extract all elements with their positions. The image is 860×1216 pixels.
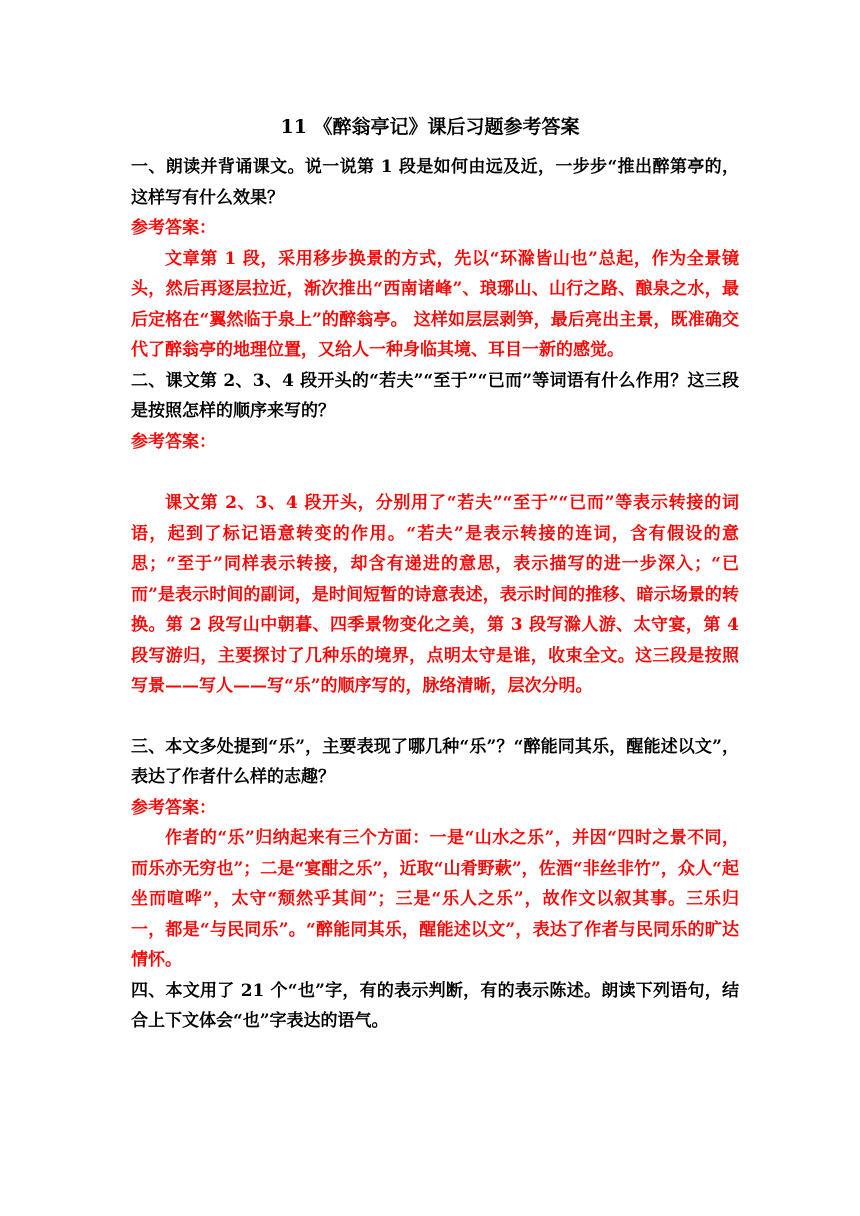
question-1: 一、朗读并背诵课文。说一说第 1 段是如何由远及近，一步步“推出醉第亭的，这样写有什么效果？ — [131, 157, 739, 208]
answer-3: 作者的“乐”归纳起来有三个方面：一是“山水之乐”，并因“四时之景不同，而乐亦无穷也”；二是“宴酣之乐”，近取“山肴野蔌”，佐酒“非丝非竹”，众人“起坐而喧哗”，太守“颓然乎其间”；三是“乐人之乐”，故作文以叙其事。三乐归一，都是“与民同乐”。“醉能同其乐，醒能述以文”，表达了作者与民同乐的旷达情怀。 — [131, 828, 739, 970]
reference-answer-label-3: 参考答案： — [131, 797, 216, 818]
question-2: 二、课文第 2、3、4 段开头的“若夫”“至于”“已而”等词语有什么作用？这三段是按照怎样的顺序来写的？ — [131, 370, 739, 421]
answer-1: 文章第 1 段，采用移步换景的方式，先以“环滁皆山也”总起，作为全景镜头，然后再逐层拉近，渐次推出“西南诸峰”、琅琊山、山行之路、酿泉之水，最后定格在“翼然临于泉上”的醉翁亭。 这样如层层剥笋，最后亮出主景，既准确交代了醉翁亭的地理位置，又给人一种身临其境、耳目一新的感觉。 — [131, 248, 739, 360]
question-3: 三、本文多处提到“乐”，主要表现了哪几种“乐”？“醉能同其乐，醒能述以文”，表达了作者什么样的志趣？ — [131, 736, 739, 787]
document-title: 11 《醉翁亭记》课后习题参考答案 — [280, 116, 580, 138]
document-body — [131, 152, 739, 1037]
reference-answer-label-1: 参考答案： — [131, 218, 216, 238]
answer-2: 课文第 2、3、4 段开头，分别用了“若夫”“至于”“已而”等表示转接的词语，起到了标记语意转变的作用。“若夫”是表示转接的连词，含有假设的意思；“至于”同样表示转接，却含有递进的意思，表示描写的进一步深入；“已而”是表示时间的副词，是时间短暂的诗意表述，表示时间的推移、暗示场景的转换。第 2 段写山中朝暮、四季景物变化之美，第 3 段写滁人游、太守宴，第 4 段写游归，主要探讨了几种乐的境界，点明太守是谁，收束全文。这三段是按照写景——写人——写“乐”的顺序写的，脉络清晰，层次分明。 — [131, 493, 739, 696]
reference-answer-label-2: 参考答案： — [131, 431, 216, 452]
question-4: 四、本文用了 21 个“也”字，有的表示判断，有的表示陈述。朗读下列语句，结合上下文体会“也”字表达的语气。 — [131, 980, 739, 1031]
